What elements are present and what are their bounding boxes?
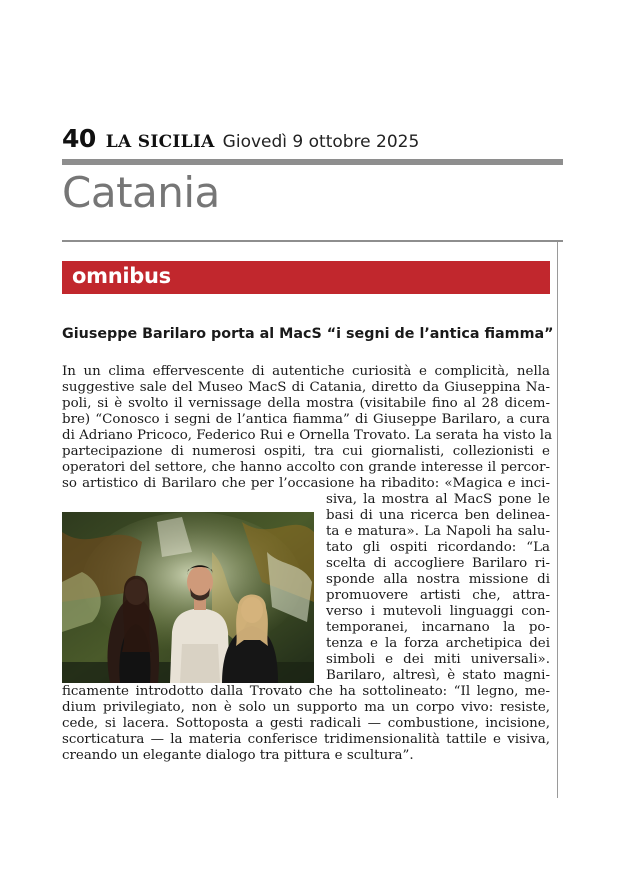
body-line: siva, la mostra al MacS pone le [326, 492, 550, 507]
newspaper-name: LA SICILIA [105, 132, 215, 152]
body-line: creando un elegante dialogo tra pittura e scultura”. [62, 748, 414, 763]
body-line: cede, si lacera. Sottoposta a gesti radicali — combustione, incisione, [62, 716, 550, 731]
body-line: so artistico di Barilaro che per l’occasione ha ribadito: «Magica e inci- [62, 476, 550, 491]
masthead [62, 124, 419, 154]
rubric-label: omnibus [72, 264, 171, 288]
article-headline: Giuseppe Barilaro porta al MacS “i segni de l’antica fiamma” [62, 326, 554, 342]
body-line: ta e matura». La Napoli ha salu- [326, 524, 550, 539]
body-line: simboli e dei miti universali». [326, 652, 550, 667]
body-line: sponde alla nostra missione di [326, 572, 550, 587]
body-line: promuovere artisti che, attra- [326, 588, 550, 603]
body-line: temporanei, incarnano la po- [326, 620, 550, 635]
body-line: ficamente introdotto dalla Trovato che ha sottolineato: “Il legno, me- [62, 684, 550, 699]
body-line: operatori del settore, che hanno accolto con grande interesse il percor- [62, 460, 550, 475]
body-line: di Adriano Pricoco, Federico Rui e Ornella Trovato. La serata ha visto la [62, 428, 553, 443]
section-rule [62, 240, 563, 242]
body-line: basi di una ricerca ben delinea- [326, 508, 550, 523]
top-rule [62, 159, 563, 165]
body-line: dium privilegiato, non è solo un supporto ma un corpo vivo: resiste, [62, 700, 550, 715]
body-line: scelta di accogliere Barilaro ri- [326, 556, 550, 571]
column-rule [557, 242, 558, 798]
body-line: Barilaro, altresì, è stato magni- [326, 668, 550, 683]
issue-date: Giovedì 9 ottobre 2025 [222, 132, 420, 152]
body-line: poli, si è svolto il vernissage della mostra (visitabile fino al 28 dicem- [62, 396, 550, 411]
body-line: tenza e la forza archetipica dei [326, 636, 550, 651]
section-title: Catania [62, 168, 220, 217]
body-line: tato gli ospiti ricordando: “La [326, 540, 550, 555]
body-line: scorticatura — la materia conferisce tridimensionalità tattile e visiva, [62, 732, 550, 747]
rubric-banner [62, 261, 550, 294]
body-line: bre) “Conosco i segni de l’antica fiamma” di Giuseppe Barilaro, a cura [62, 412, 550, 427]
article-photo [62, 512, 314, 683]
body-line: verso i mutevoli linguaggi con- [326, 604, 550, 619]
page-number: 40 [62, 124, 96, 153]
body-line: In un clima effervescente di autentiche curiosità e complicità, nella [62, 364, 550, 379]
body-line: suggestive sale del Museo MacS di Catania, diretto da Giuseppina Na- [62, 380, 550, 395]
body-line: partecipazione di numerosi ospiti, tra cui giornalisti, collezionisti e [62, 444, 550, 459]
